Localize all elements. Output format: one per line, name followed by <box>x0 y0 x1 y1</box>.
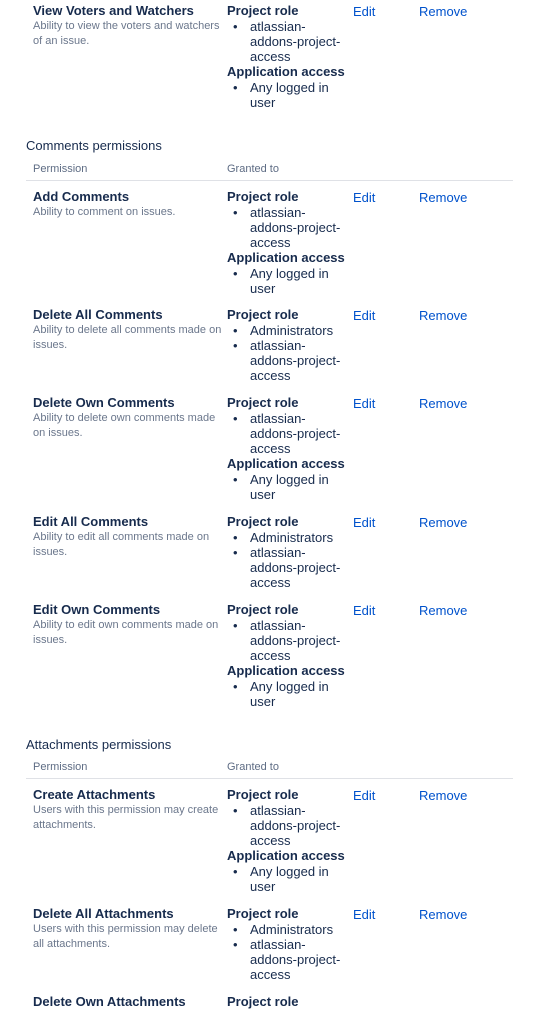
column-header-permission: Permission <box>33 163 88 175</box>
remove-link[interactable]: Remove <box>419 515 468 530</box>
grant-item: • atlassian-addons-project-access <box>227 411 351 456</box>
grant-item: • atlassian-addons-project-access <box>227 618 351 663</box>
permission-description: Users with this permission may delete all attachments. <box>33 923 218 950</box>
permission-name: Edit All Comments <box>33 514 149 529</box>
header-divider <box>26 180 513 181</box>
remove-link[interactable]: Remove <box>419 4 468 19</box>
grant-heading: Project role <box>227 3 299 18</box>
grant-item: • Any logged in user <box>227 80 351 110</box>
permission-name: Delete Own Attachments <box>33 994 186 1009</box>
granted-to <box>227 994 351 1010</box>
permission-name: Delete All Comments <box>33 307 163 322</box>
permission-name: Add Comments <box>33 189 130 204</box>
remove-link[interactable]: Remove <box>419 788 468 803</box>
permission-description: Ability to comment on issues. <box>33 206 176 218</box>
edit-link[interactable]: Edit <box>353 515 376 530</box>
grant-heading: Application access <box>227 848 345 863</box>
grant-heading: Project role <box>227 395 299 410</box>
permission-name: View Voters and Watchers <box>33 3 194 18</box>
grant-list <box>227 205 351 250</box>
granted-to <box>227 787 351 894</box>
remove-link[interactable]: Remove <box>419 907 468 922</box>
grant-list <box>227 922 351 982</box>
grant-item: • atlassian-addons-project-access <box>227 545 351 590</box>
grant-list <box>227 19 351 64</box>
permission-description: Ability to edit all comments made on issues. <box>33 531 210 558</box>
grant-heading: Project role <box>227 307 299 322</box>
grant-list <box>227 323 351 383</box>
grant-list <box>227 530 351 590</box>
grant-heading: Project role <box>227 787 299 802</box>
grant-list <box>227 80 351 110</box>
permission-description: Ability to edit own comments made on issues. <box>33 619 219 646</box>
header-divider <box>26 778 513 779</box>
edit-link[interactable]: Edit <box>353 396 376 411</box>
edit-link[interactable]: Edit <box>353 788 376 803</box>
grant-item: • atlassian-addons-project-access <box>227 937 351 982</box>
grant-heading: Project role <box>227 514 299 529</box>
grant-item: • Administrators <box>227 323 351 338</box>
grant-heading: Application access <box>227 456 345 471</box>
granted-to <box>227 514 351 590</box>
grant-item: • Administrators <box>227 530 351 545</box>
grant-heading: Project role <box>227 906 299 921</box>
section-title-attachments: Attachments permissions <box>26 737 172 752</box>
grant-item: • atlassian-addons-project-access <box>227 205 351 250</box>
grant-item: • atlassian-addons-project-access <box>227 19 351 64</box>
column-header-granted-to: Granted to <box>227 761 279 773</box>
granted-to <box>227 395 351 502</box>
remove-link[interactable]: Remove <box>419 308 468 323</box>
edit-link[interactable]: Edit <box>353 4 376 19</box>
grant-heading: Project role <box>227 994 299 1009</box>
grant-heading: Application access <box>227 663 345 678</box>
grant-item: • Any logged in user <box>227 266 351 296</box>
grant-list <box>227 472 351 502</box>
grant-heading: Project role <box>227 602 299 617</box>
column-header-granted-to: Granted to <box>227 163 279 175</box>
remove-link[interactable]: Remove <box>419 396 468 411</box>
section-title-comments: Comments permissions <box>26 138 162 153</box>
granted-to <box>227 906 351 982</box>
grant-item: • atlassian-addons-project-access <box>227 338 351 383</box>
edit-link[interactable]: Edit <box>353 308 376 323</box>
grant-list <box>227 803 351 848</box>
grant-list <box>227 679 351 709</box>
permission-description: Ability to delete own comments made on issues. <box>33 412 216 439</box>
grant-item: • atlassian-addons-project-access <box>227 803 351 848</box>
grant-heading: Application access <box>227 64 345 79</box>
granted-to <box>227 189 351 296</box>
edit-link[interactable]: Edit <box>353 603 376 618</box>
granted-to <box>227 602 351 709</box>
grant-heading: Application access <box>227 250 345 265</box>
grant-list <box>227 266 351 296</box>
granted-to <box>227 307 351 383</box>
grant-list <box>227 618 351 663</box>
permission-name: Delete All Attachments <box>33 906 174 921</box>
grant-list <box>227 864 351 894</box>
grant-item: • Administrators <box>227 922 351 937</box>
grant-item: • Any logged in user <box>227 472 351 502</box>
edit-link[interactable]: Edit <box>353 190 376 205</box>
permission-description: Users with this permission may create attachments. <box>33 804 219 831</box>
permission-name: Create Attachments <box>33 787 156 802</box>
column-header-permission: Permission <box>33 761 88 773</box>
grant-item: • Any logged in user <box>227 864 351 894</box>
granted-to <box>227 3 351 110</box>
grant-item: • Any logged in user <box>227 679 351 709</box>
remove-link[interactable]: Remove <box>419 190 468 205</box>
remove-link[interactable]: Remove <box>419 603 468 618</box>
permission-description: Ability to delete all comments made on issues. <box>33 324 222 351</box>
permission-name: Delete Own Comments <box>33 395 175 410</box>
permission-description: Ability to view the voters and watchers of an issue. <box>33 20 220 47</box>
grant-list <box>227 411 351 456</box>
permission-name: Edit Own Comments <box>33 602 161 617</box>
grant-heading: Project role <box>227 189 299 204</box>
edit-link[interactable]: Edit <box>353 907 376 922</box>
